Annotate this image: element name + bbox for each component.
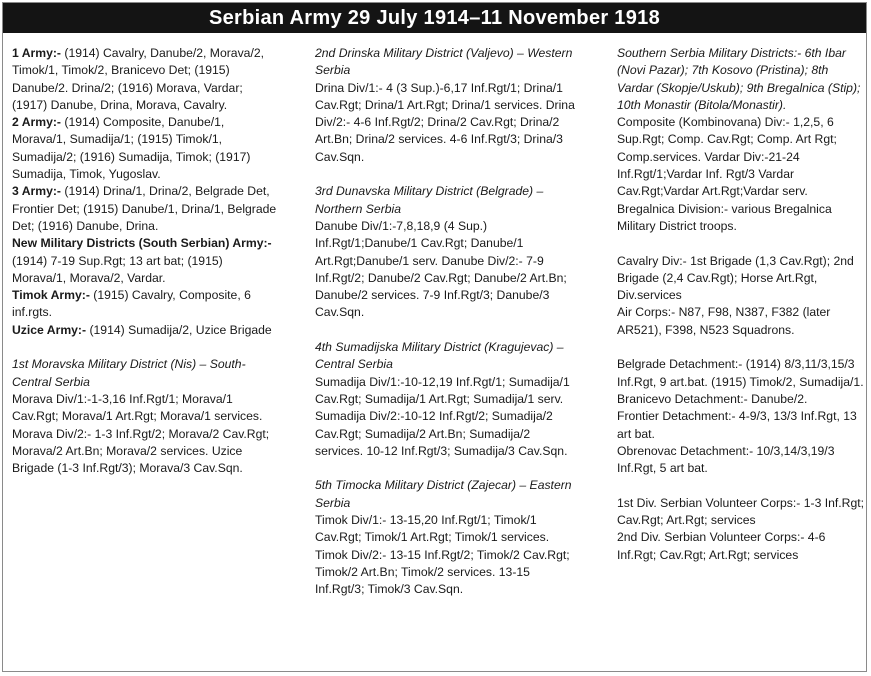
army-text: (1914) Drina/1, Drina/2, Belgrade Det, Frontier Det; (1915) Danube/1, Drina/1, Belgrade Det; (1916) Danube, Drina. bbox=[12, 184, 277, 233]
volunteer-corps-2-text: 2nd Div. Serbian Volunteer Corps:- 4-6 Inf.Rgt; Cav.Rgt; Art.Rgt; services bbox=[617, 530, 826, 562]
army-label: 1 Army:- bbox=[12, 46, 61, 60]
page-title: Serbian Army 29 July 1914–11 November 1918 bbox=[3, 3, 866, 33]
district-heading: 1st Moravska Military District (Nis) – South-Central Serbia bbox=[12, 357, 246, 389]
entry-new-military-districts bbox=[12, 235, 277, 287]
entry-timok-army bbox=[12, 287, 277, 322]
district-text: Morava Div/1:-1-3,16 Inf.Rgt/1; Morava/1 Cav.Rgt; Morava/1 Art.Rgt; Morava/1 services. Morava Div/2:- 1-3 Inf.Rgt/2; Morava/2 Cav.Rgt; Morava/2 Art.Bn; Morava/2 services. Uzice Brigade (1-3 Inf.Rgt/3); Morava/3 Cav.Sqn. bbox=[12, 391, 270, 476]
district-heading: 2nd Drinska Military District (Valjevo) – Western Serbia bbox=[315, 46, 573, 78]
army-text: (1914) 7-19 Sup.Rgt; 13 art bat; (1915) Morava/1, Morava/2, Vardar. bbox=[12, 253, 223, 285]
army-label: 2 Army:- bbox=[12, 115, 61, 130]
district-heading: Southern Serbia Military Districts:- 6th Ibar (Novi Pazar); 7th Kosovo (Pristina); 8th Vardar (Skopje/Uskub); 9th Bregalnica (Stip); 10th Monastir (Bitola/Monastir). bbox=[617, 46, 861, 112]
order-of-battle-panel bbox=[2, 2, 867, 672]
army-text: (1914) Cavalry, Danube/2, Morava/2, Timok/1, Timok/2, Branicevo Det; (1915) Danube/2. Drina/2; (1916) Morava, Vardar; (1917) Danube, Drina, Morava, Cavalry. bbox=[12, 46, 264, 112]
district-text: Sumadija Div/1:-10-12,19 Inf.Rgt/1; Sumadija/1 Cav.Rgt; Sumadija/1 Art.Rgt; Sumadija/1 serv. Sumadija Div/2:-10-12 Inf.Rgt/2; Sumadija/2 Cav.Rgt; Sumadija/2 Art.Bn; Sumadija/2 services. 10-12 Inf.Rgt/3; Sumadija/3 Cav.Sqn. bbox=[315, 374, 570, 458]
entry-2-army bbox=[12, 114, 277, 183]
frontier-detachment-text: Frontier Detachment:- 4-9/3, 13/3 Inf.Rgt, 13 art bat. bbox=[617, 409, 857, 441]
volunteer-corps-1-text: 1st Div. Serbian Volunteer Corps:- 1-3 Inf.Rgt; Cav.Rgt; Art.Rgt; services bbox=[617, 495, 865, 528]
district-heading: 3rd Dunavska Military District (Belgrade) – Northern Serbia bbox=[315, 184, 544, 216]
army-label: 3 Army:- bbox=[12, 184, 61, 199]
air-corps-text: Air Corps:- N87, F98, N387, F382 (later AR521), F398, N523 Squadrons. bbox=[617, 305, 831, 337]
belgrade-detachment-text: Belgrade Detachment:- (1914) 8/3,11/3,15/3 Inf.Rgt, 9 art.bat. (1915) Timok/2, Sumadija/1. bbox=[617, 357, 864, 389]
district-text: Timok Div/1:- 13-15,20 Inf.Rgt/1; Timok/1 Cav.Rgt; Timok/1 Art.Rgt; Timok/1 services. Timok Div/2:- 13-15 Inf.Rgt/2; Timok/2 Cav.Rgt; Timok/2 Art.Bn; Timok/2 services. 13-15 Inf.Rgt/3; Timok/3 Cav.Sqn. bbox=[315, 513, 570, 597]
army-text: (1914) Composite, Danube/1, Morava/1, Sumadija/1; (1915) Timok/1, Sumadija/2; (1916) Sumadija, Timok; (1917) Sumadija, Timok, Yugoslav. bbox=[12, 115, 251, 182]
district-heading: 4th Sumadijska Military District (Kragujevac) – Central Serbia bbox=[315, 340, 564, 372]
army-label: Uzice Army:- bbox=[12, 322, 87, 337]
entry-1-army bbox=[12, 45, 277, 114]
entry-uzice-army bbox=[12, 322, 277, 339]
cavalry-division-text: Cavalry Div:- 1st Brigade (1,3 Cav.Rgt); 2nd Brigade (2,4 Cav.Rgt); Horse Art.Rgt, Div.services bbox=[617, 253, 854, 303]
branicevo-detachment-text: Branicevo Detachment:- Danube/2. bbox=[617, 391, 808, 406]
obrenovac-detachment-text: Obrenovac Detachment:- 10/3,14/3,19/3 Inf.Rgt, 5 art bat. bbox=[617, 443, 835, 476]
army-text: (1914) Sumadija/2, Uzice Brigade bbox=[86, 322, 272, 337]
army-label: New Military Districts (South Serbian) Army:- bbox=[12, 236, 272, 251]
column-3 bbox=[617, 45, 867, 564]
district-text: Danube Div/1:-7,8,18,9 (4 Sup.) Inf.Rgt/1;Danube/1 Cav.Rgt; Danube/1 Art.Rgt;Danube/1 serv. Danube Div/2:- 7-9 Inf.Rgt/2; Danube/2 Cav.Rgt; Danube/2 Art.Bn; Danube/2 services. 7-9 Inf.Rgt/3; Danube/3 Cav.Sqn. bbox=[315, 218, 567, 320]
column-1 bbox=[12, 45, 277, 477]
column-2 bbox=[315, 45, 575, 599]
district-text: Composite (Kombinovana) Div:- 1,2,5, 6 Sup.Rgt; Comp. Cav.Rgt; Comp. Art Rgt; Comp.services. Vardar Div:-21-24 Inf.Rgt/1;Vardar Inf. Rgt/3 Vardar Cav.Rgt;Vardar Art.Rgt;Vardar serv. Bregalnica Division:- various Bregalnica Military District troops. bbox=[617, 115, 837, 233]
army-text: (1915) Cavalry, Composite, 6 inf.rgts. bbox=[12, 288, 251, 320]
district-text: Drina Div/1:- 4 (3 Sup.)-6,17 Inf.Rgt/1; Drina/1 Cav.Rgt; Drina/1 Art.Rgt; Drina/1 services. Drina Div/2:- 4-6 Inf.Rgt/2; Drina/2 Cav.Rgt; Drina/2 Art.Bn; Drina/2 services. 4-6 Inf.Rgt/3; Drina/3 Cav.Sqn. bbox=[315, 80, 575, 164]
district-heading: 5th Timocka Military District (Zajecar) – Eastern Serbia bbox=[315, 478, 572, 510]
army-label: Timok Army:- bbox=[12, 288, 90, 303]
entry-3-army bbox=[12, 183, 277, 235]
